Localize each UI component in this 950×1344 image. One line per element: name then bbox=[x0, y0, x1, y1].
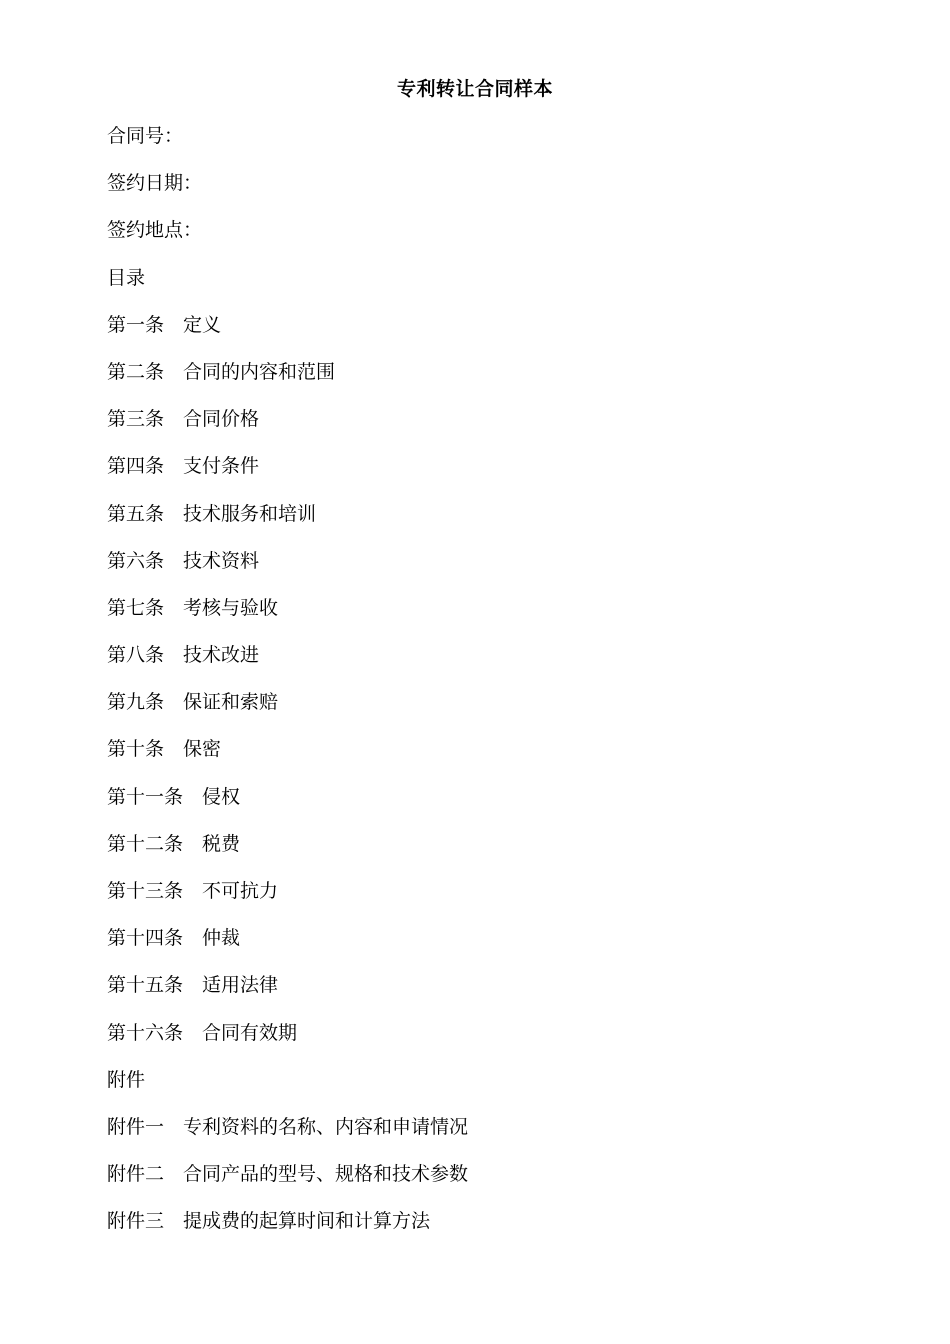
toc-appendix-1: 附件一 专利资料的名称、内容和申请情况 bbox=[107, 1115, 469, 1138]
toc-article-3: 第三条 合同价格 bbox=[107, 408, 260, 431]
toc-article-16: 第十六条 合同有效期 bbox=[107, 1021, 298, 1044]
toc-appendix-3: 附件三 提成费的起算时间和计算方法 bbox=[107, 1210, 431, 1233]
toc-appendix-2: 附件二 合同产品的型号、规格和技术参数 bbox=[107, 1163, 469, 1186]
contract-number-field: 合同号： bbox=[107, 125, 184, 147]
document-body bbox=[107, 123, 867, 1256]
toc-article-15: 第十五条 适用法律 bbox=[107, 974, 279, 997]
toc-article-8: 第八条 技术改进 bbox=[107, 644, 260, 667]
toc-article-10: 第十条 保密 bbox=[107, 738, 222, 761]
toc-article-7: 第七条 考核与验收 bbox=[107, 596, 279, 619]
toc-article-4: 第四条 支付条件 bbox=[107, 455, 260, 478]
toc-article-9: 第九条 保证和索赔 bbox=[107, 691, 279, 714]
toc-article-14: 第十四条 仲裁 bbox=[107, 927, 241, 950]
toc-article-1: 第一条 定义 bbox=[107, 313, 222, 336]
toc-article-6: 第六条 技术资料 bbox=[107, 549, 260, 572]
toc-heading: 目录 bbox=[107, 266, 146, 289]
toc-article-5: 第五条 技术服务和培训 bbox=[107, 502, 317, 525]
toc-article-13: 第十三条 不可抗力 bbox=[107, 880, 279, 902]
appendix-heading: 附件 bbox=[107, 1068, 146, 1091]
toc-article-2: 第二条 合同的内容和范围 bbox=[107, 360, 336, 383]
toc-article-12: 第十二条 税费 bbox=[107, 832, 241, 855]
toc-article-11: 第十一条 侵权 bbox=[107, 785, 241, 808]
document-title: 专利转让合同样本 bbox=[396, 78, 553, 100]
signing-place-field: 签约地点： bbox=[107, 219, 203, 242]
signing-date-field: 签约日期： bbox=[107, 172, 203, 195]
